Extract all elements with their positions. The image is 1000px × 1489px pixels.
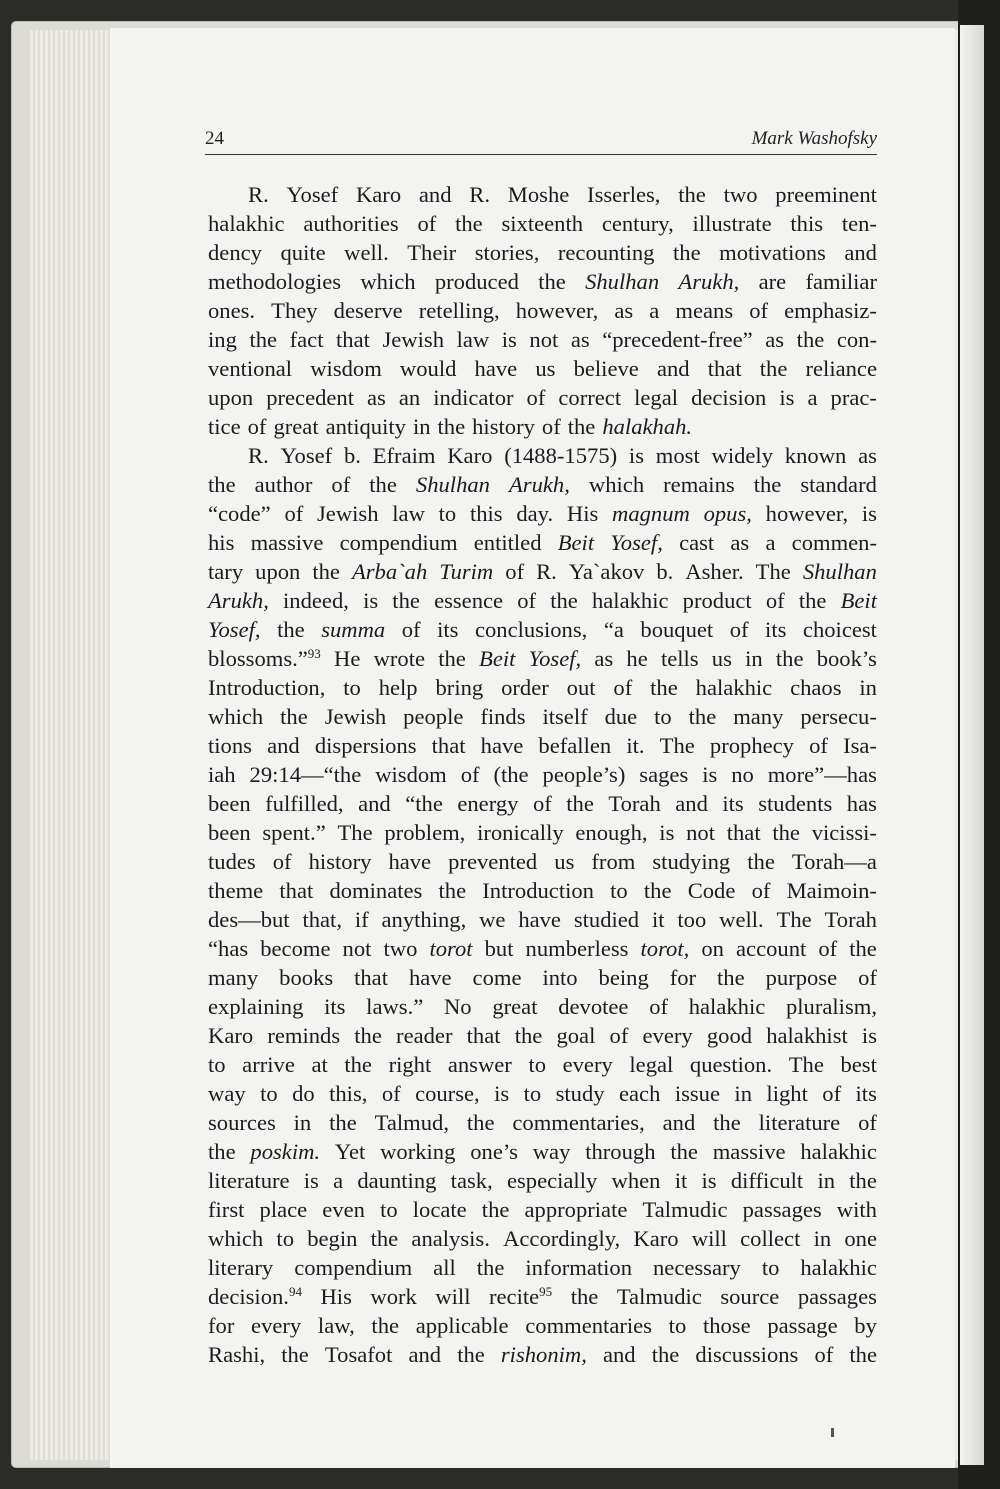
text-line: tary upon the Arba`ah Turim of R. Ya`akov b. Asher. The Shulhan	[208, 559, 877, 584]
text-line: R. Yosef b. Efraim Karo (1488-1575) is most widely known as	[248, 443, 877, 468]
running-head	[205, 128, 877, 155]
text-line: ones. They deserve retelling, however, as a means of emphasiz-	[208, 298, 877, 323]
facing-page-edge	[960, 25, 984, 1465]
text-line: his massive compendium entitled Beit Yosef, cast as a commen-	[208, 530, 877, 555]
text-line: Karo reminds the reader that the goal of every good halakhist is	[208, 1023, 877, 1048]
text-line: sources in the Talmud, the commentaries, and the literature of	[208, 1110, 877, 1135]
text-line: Rashi, the Tosafot and the rishonim, and the discussions of the	[208, 1342, 877, 1367]
text-line: first place even to locate the appropriate Talmudic passages with	[208, 1197, 877, 1222]
text-line: way to do this, of course, is to study each issue in light of its	[208, 1081, 877, 1106]
text-line: been fulfilled, and “the energy of the Torah and its students has	[208, 791, 877, 816]
text-line: tions and dispersions that have befallen it. The prophecy of Isa-	[208, 733, 877, 758]
text-line: which the Jewish people finds itself due to the many persecu-	[208, 704, 877, 729]
text-line: “has become not two torot but numberless torot, on account of the	[208, 936, 877, 961]
text-line: upon precedent as an indicator of correct legal decision is a prac-	[208, 385, 877, 410]
text-line: literary compendium all the information necessary to halakhic	[208, 1255, 877, 1280]
text-line: tice of great antiquity in the history of the halakhah.	[208, 414, 693, 439]
text-line: methodologies which produced the Shulhan Arukh, are familiar	[208, 269, 877, 294]
text-line: which to begin the analysis. Accordingly, Karo will collect in one	[208, 1226, 877, 1251]
text-line: Arukh, indeed, is the essence of the halakhic product of the Beit	[208, 588, 877, 613]
text-line: been spent.” The problem, ironically enough, is not that the vicissi-	[208, 820, 877, 845]
text-line: the poskim. Yet working one’s way through the massive halakhic	[208, 1139, 877, 1164]
text-line: Introduction, to help bring order out of the halakhic chaos in	[208, 675, 877, 700]
page-number: 24	[205, 128, 224, 149]
text-line: blossoms.”$^{93}$ He wrote the Beit Yosef, as he tells us in the book’s	[208, 646, 877, 671]
text-line: halakhic authorities of the sixteenth century, illustrate this ten-	[208, 211, 877, 236]
text-line: many books that have come into being for the purpose of	[208, 965, 877, 990]
running-title: Mark Washofsky	[751, 128, 877, 149]
text-line: iah 29:14—“the wisdom of (the people’s) sages is no more”—has	[208, 762, 877, 787]
text-line: ing the fact that Jewish law is not as “precedent-free” as the con-	[208, 327, 877, 352]
text-line: decision.$^{94}$ His work will recite$^{95}$ the Talmudic source passages	[208, 1284, 877, 1309]
body-text	[208, 180, 877, 1369]
text-line: Yosef, the summa of its conclusions, “a bouquet of its choicest	[208, 617, 877, 642]
text-line: des—but that, if anything, we have studied it too well. The Torah	[208, 907, 877, 932]
text-line: dency quite well. Their stories, recounting the motivations and	[208, 240, 877, 265]
text-line: literature is a daunting task, especially when it is difficult in the	[208, 1168, 877, 1193]
text-line: R. Yosef Karo and R. Moshe Isserles, the two preeminent	[248, 182, 877, 207]
text-line: tudes of history have prevented us from studying the Torah—a	[208, 849, 877, 874]
text-line: for every law, the applicable commentaries to those passage by	[208, 1313, 877, 1338]
page-mark	[831, 1428, 834, 1437]
text-line: theme that dominates the Introduction to the Code of Maimoin-	[208, 878, 877, 903]
text-line: ventional wisdom would have us believe and that the reliance	[208, 356, 877, 381]
text-line: “code” of Jewish law to this day. His magnum opus, however, is	[208, 501, 877, 526]
text-line: the author of the Shulhan Arukh, which remains the standard	[208, 472, 877, 497]
text-line: to arrive at the right answer to every legal question. The best	[208, 1052, 877, 1077]
text-line: explaining its laws.” No great devotee of halakhic pluralism,	[208, 994, 877, 1019]
